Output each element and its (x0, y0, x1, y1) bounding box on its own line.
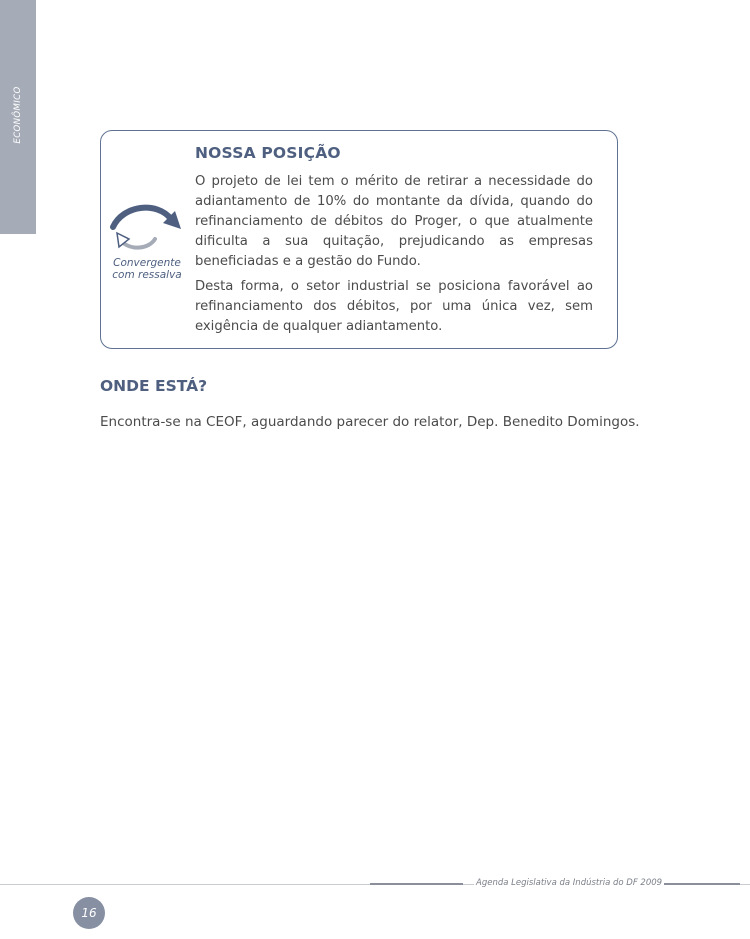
convergent-arrows-icon (109, 201, 185, 255)
footer-rule-right-accent (658, 883, 740, 885)
footer-publication-title: Agenda Legislativa da Indústria do DF 2009 (476, 878, 663, 888)
position-text (195, 172, 593, 342)
position-box (100, 130, 618, 349)
position-paragraph-2: Desta forma, o setor industrial se posiciona favorável ao refinanciamento dos débitos, por uma única vez, sem exigência de qualquer adiantamento. (195, 279, 593, 334)
footer-rule-left-accent (370, 883, 463, 885)
badge-label-line1: Convergente (113, 257, 181, 269)
location-title: ONDE ESTÁ? (100, 377, 208, 395)
position-title: NOSSA POSIÇÃO (195, 144, 341, 162)
position-badge (107, 201, 187, 281)
position-paragraph-1: O projeto de lei tem o mérito de retirar a necessidade do adiantamento de 10% do montante da dívida, quando do refinanciamento de débitos do Proger, o que atualmente dificulta a sua quitação, prejudicando as empresas beneficiadas e a gestão do Fundo. (195, 174, 593, 269)
badge-label-line2: com ressalva (112, 269, 182, 281)
side-section-tab (0, 0, 36, 234)
page-number-badge: 16 (73, 897, 105, 929)
side-section-label: ECONÔMICO (13, 86, 23, 144)
location-body: Encontra-se na CEOF, aguardando parecer do relator, Dep. Benedito Domingos. (100, 414, 640, 430)
